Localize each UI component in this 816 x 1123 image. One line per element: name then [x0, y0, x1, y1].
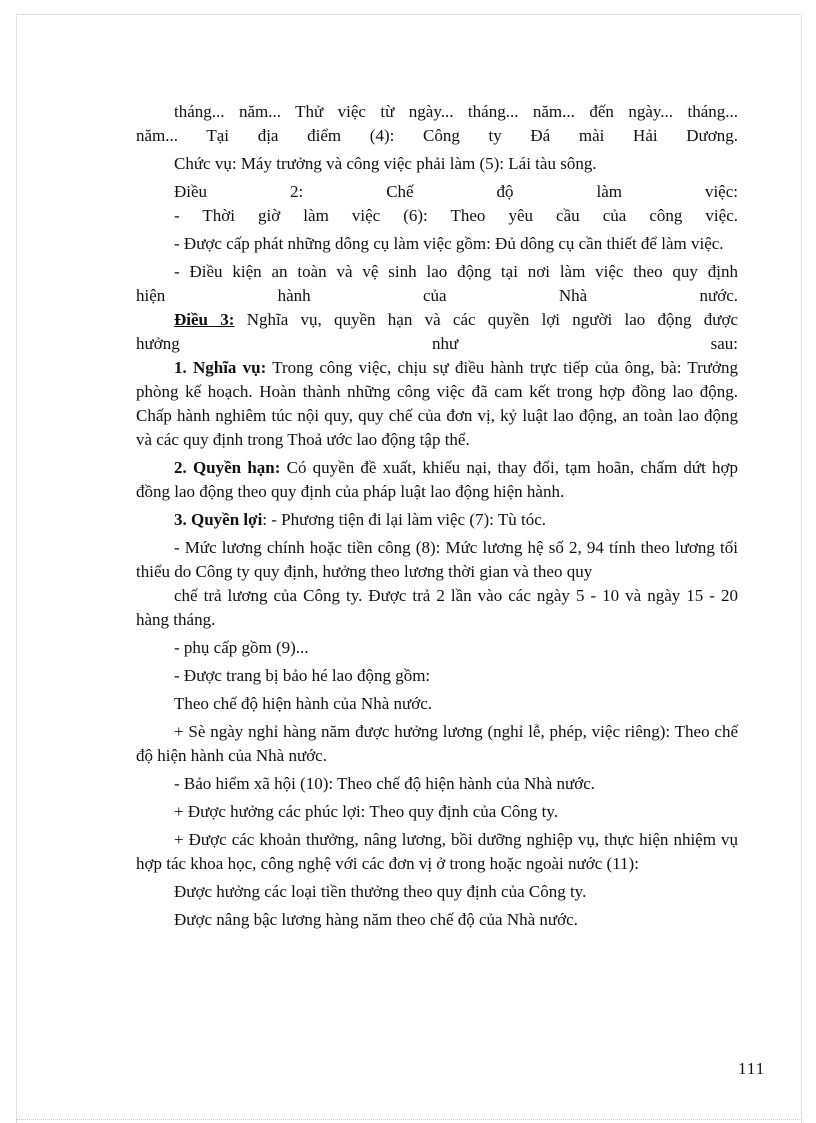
paragraph-obligations — [136, 356, 738, 452]
paragraph-salary-payment: chế trả lương của Công ty. Được trả 2 lần vào các ngày 5 - 10 và ngày 15 - 20 hàng tháng. — [136, 586, 738, 629]
paragraph-position: Chức vụ: Máy trưởng và công việc phải làm (5): Lái tàu sông. — [174, 154, 597, 173]
paragraph-allowance: - phụ cấp gồm (9)... — [174, 638, 309, 657]
rights-text: Có quyền đề xuất, khiếu nại, thay đổi, tạm hoãn, chấm dứt hợp đồng lao động theo quy định của pháp luật lao động hiện hành. — [136, 458, 739, 501]
obligations-label: 1. Nghĩa vụ: — [174, 358, 267, 377]
article-3-heading-line — [136, 308, 738, 332]
paragraph-tools: - Được cấp phát những dông cụ làm việc gồm: Đủ dông cụ cần thiết để làm việc. — [174, 234, 724, 253]
benefits-label: 3. Quyền lợi — [174, 510, 263, 529]
article-2-heading: Điều 2: Chế độ làm việc: — [174, 182, 738, 201]
page-number: 111 — [738, 1059, 766, 1078]
article-3-heading-cont: hưởng như sau: — [136, 334, 738, 353]
article-3-text: Nghĩa vụ, quyền hạn và các quyền lợi người lao động được — [246, 310, 738, 329]
paragraph-benefits — [136, 508, 738, 532]
paragraph-probation-2: năm... Tại địa điểm (4): Công ty Đá mài Hải Dương. — [136, 126, 738, 145]
paragraph-bonus-types: Được hưởng các loại tiền thưởng theo quy định của Công ty. — [174, 882, 587, 901]
paragraph-annual-leave: + Sè ngày nghỉ hàng năm được hưởng lương (nghỉ lễ, phép, việc riêng): Theo chế độ hiện hành của Nhà nước. — [136, 722, 738, 765]
paragraph-protective-gear: - Được trang bị bảo hé lao động gồm: — [174, 666, 431, 685]
benefits-text: : - Phương tiện đi lại làm việc (7): Tù tóc. — [262, 510, 546, 529]
paragraph-safety-1: - Điều kiện an toàn và vệ sinh lao động tại nơi làm việc theo quy định — [174, 262, 738, 281]
paragraph-bonuses: + Được các khoản thưởng, nâng lương, bồi dưỡng nghiệp vụ, thực hiện nhiệm vụ hợp tác khoa học, công nghệ với các đơn vị ở trong hoặc ngoài nước (11): — [136, 830, 738, 873]
paragraph-safety-2: hiện hành của Nhà nước. — [136, 286, 738, 305]
article-3-label: Điều 3: — [174, 310, 235, 329]
paragraph-welfare: + Được hưởng các phúc lợi: Theo quy định của Công ty. — [174, 802, 559, 821]
page-bottom-edge — [16, 1119, 802, 1121]
paragraph-gear-regime: Theo chế độ hiện hành của Nhà nước. — [174, 694, 432, 713]
paragraph-working-hours: - Thời giờ làm việc (6): Theo yêu cầu của công việc. — [174, 206, 738, 225]
paragraph-salary: - Mức lương chính hoặc tiền công (8): Mức lương hệ số 2, 94 tính theo lương tối thiểu do Công ty quy định, hưởng theo lương thời gian và theo quy — [136, 538, 738, 581]
paragraph-rights — [136, 456, 738, 504]
paragraph-social-insurance: - Bảo hiểm xã hội (10): Theo chế độ hiện hành của Nhà nước. — [174, 774, 596, 793]
document-body — [136, 100, 738, 932]
paragraph-probation-1: tháng... năm... Thử việc từ ngày... tháng... năm... đến ngày... tháng... — [174, 102, 738, 121]
obligations-text: Trong công việc, chịu sự điều hành trực tiếp của ông, bà: Trưởng phòng kế hoạch. Hoàn thành những công việc đã cam kết trong hợp đồng lao động. Chấp hành nghiêm túc nội quy, quy chế của đơn vị, kỷ luật lao động, an toàn lao động và các quy định trong Thoả ước lao động tập thể. — [136, 358, 738, 449]
rights-label: 2. Quyền hạn: — [174, 458, 281, 477]
paragraph-salary-raise: Được nâng bậc lương hàng năm theo chế độ của Nhà nước. — [174, 910, 578, 929]
